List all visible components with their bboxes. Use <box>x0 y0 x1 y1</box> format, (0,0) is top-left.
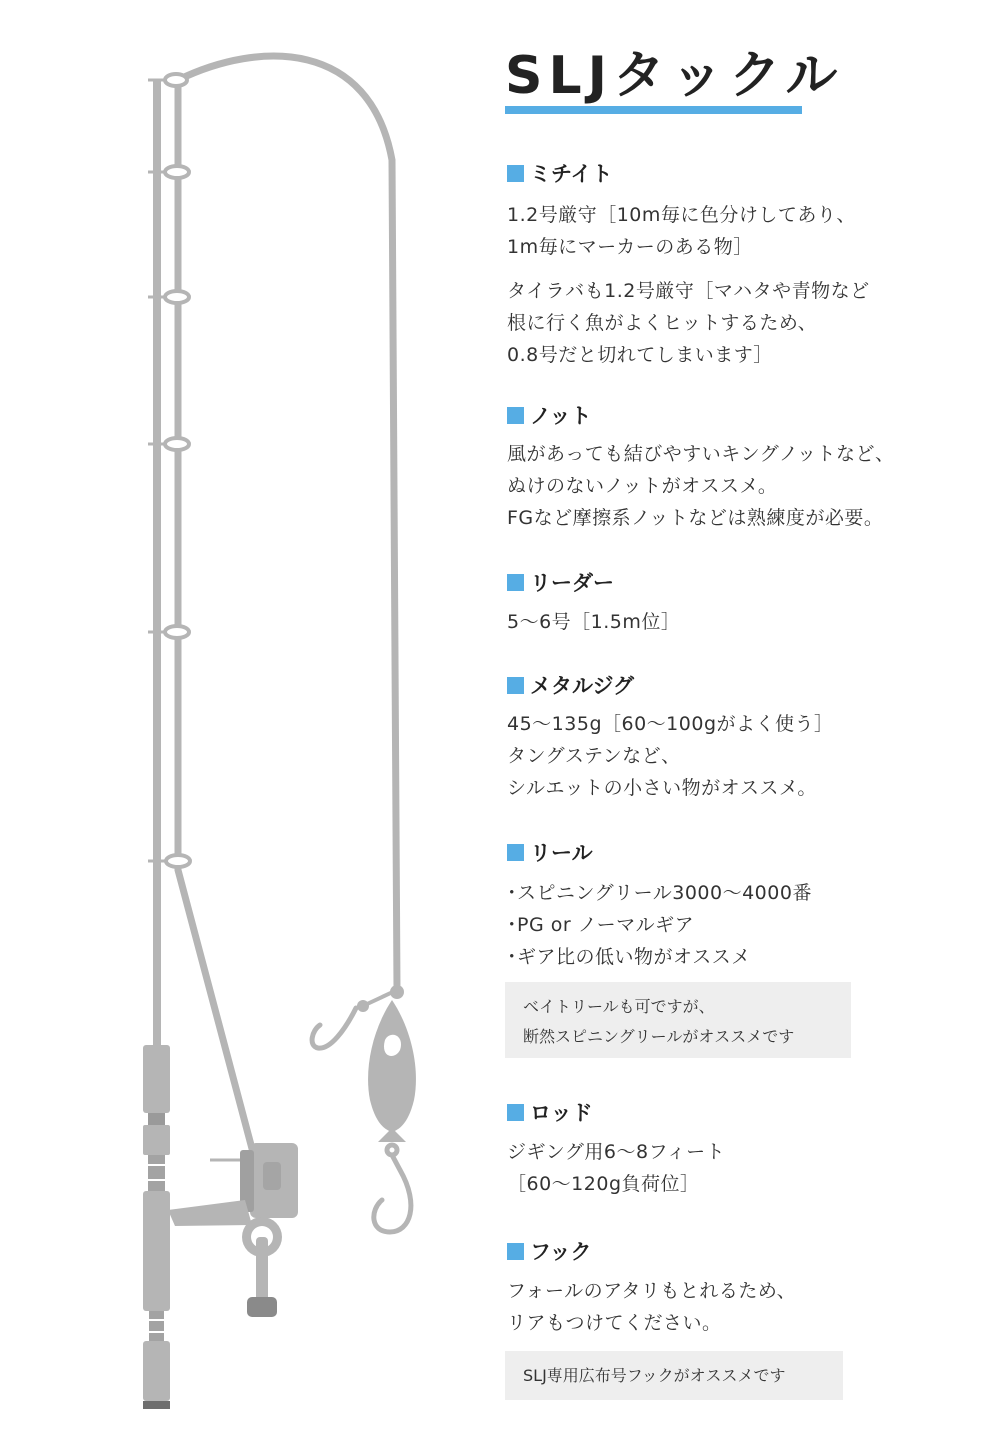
section-heading <box>507 158 977 188</box>
section-reel <box>507 837 977 973</box>
text-line: ･ギア比の低い物がオススメ <box>507 946 751 968</box>
text-line: FGなど摩擦系ノットなどは熟練度が必要。 <box>507 507 884 529</box>
tackle-illustration <box>0 0 480 1441</box>
heading-text: メタルジグ <box>530 674 635 698</box>
section-body <box>507 199 977 371</box>
square-bullet-icon <box>507 1243 524 1260</box>
spinning-reel <box>168 1143 298 1317</box>
text-line: ［60～120g負荷位］ <box>507 1173 700 1195</box>
rod <box>143 80 170 1409</box>
text-line: ジギング用6～8フィート <box>507 1141 726 1163</box>
swivel <box>357 985 404 1012</box>
text-line: シルエットの小さい物がオススメ。 <box>507 777 817 799</box>
section-rod <box>507 1097 977 1200</box>
note-line: 断然スピニングリールがオススメです <box>523 1027 795 1046</box>
text-line: 45～135g［60～100gがよく使う］ <box>507 713 834 735</box>
square-bullet-icon <box>507 677 524 694</box>
section-heading <box>507 1097 977 1127</box>
heading-text: ノット <box>530 404 592 428</box>
text-line: フォールのアタリもとれるため、 <box>507 1280 797 1302</box>
square-bullet-icon <box>507 574 524 591</box>
note-line: SLJ専用広布号フックがオススメです <box>523 1366 786 1385</box>
note-line: ベイトリールも可ですが、 <box>523 997 715 1016</box>
section-body <box>507 1275 977 1339</box>
section-body <box>507 877 977 973</box>
section-body <box>507 606 977 638</box>
section-heading <box>507 567 977 597</box>
section-body <box>507 708 977 804</box>
section-leader <box>507 567 977 638</box>
text-line: ･スピニングリール3000～4000番 <box>507 882 812 904</box>
text-line: 1.2号厳守［10m毎に色分けしてあり、 <box>507 204 856 226</box>
text-line: タイラバも1.2号厳守［マハタや青物など <box>507 280 870 302</box>
rear-hook-icon <box>374 1145 411 1232</box>
text-line: 0.8号だと切れてしまいます］ <box>507 344 773 366</box>
front-hook-icon <box>312 1008 356 1048</box>
reel-note-box <box>505 982 851 1058</box>
text-line: 根に行く魚がよくヒットするため、 <box>507 312 818 334</box>
heading-text: ロッド <box>530 1101 593 1125</box>
text-line: リアもつけてください。 <box>507 1312 722 1334</box>
section-heading <box>507 1236 977 1266</box>
section-heading <box>507 837 977 867</box>
section-body <box>507 438 977 534</box>
text-line: 1m毎にマーカーのある物］ <box>507 236 753 258</box>
square-bullet-icon <box>507 1104 524 1121</box>
heading-text: フック <box>530 1240 592 1264</box>
square-bullet-icon <box>507 407 524 424</box>
section-heading <box>507 400 977 430</box>
section-heading <box>507 670 977 700</box>
text-line: ぬけのないノットがオススメ。 <box>507 475 778 497</box>
title-underline <box>505 106 802 114</box>
page-title: SLJタックル <box>505 46 844 106</box>
text-line: ･PG or ノーマルギア <box>507 914 695 936</box>
section-hook <box>507 1236 977 1339</box>
square-bullet-icon <box>507 165 524 182</box>
section-metal-jig <box>507 670 977 804</box>
heading-text: ミチイト <box>530 162 613 186</box>
text-line: 5～6号［1.5m位］ <box>507 611 681 633</box>
heading-text: リール <box>530 841 593 865</box>
section-michiito <box>507 158 977 371</box>
hook-note-box <box>505 1351 843 1400</box>
fishing-line <box>178 56 397 1160</box>
text-line: 風があっても結びやすいキングノットなど、 <box>507 443 895 465</box>
metal-jig-icon <box>368 1000 416 1142</box>
square-bullet-icon <box>507 844 524 861</box>
section-knot <box>507 400 977 534</box>
section-body <box>507 1136 977 1200</box>
text-line: タングステンなど、 <box>507 745 681 767</box>
heading-text: リーダー <box>530 571 614 595</box>
